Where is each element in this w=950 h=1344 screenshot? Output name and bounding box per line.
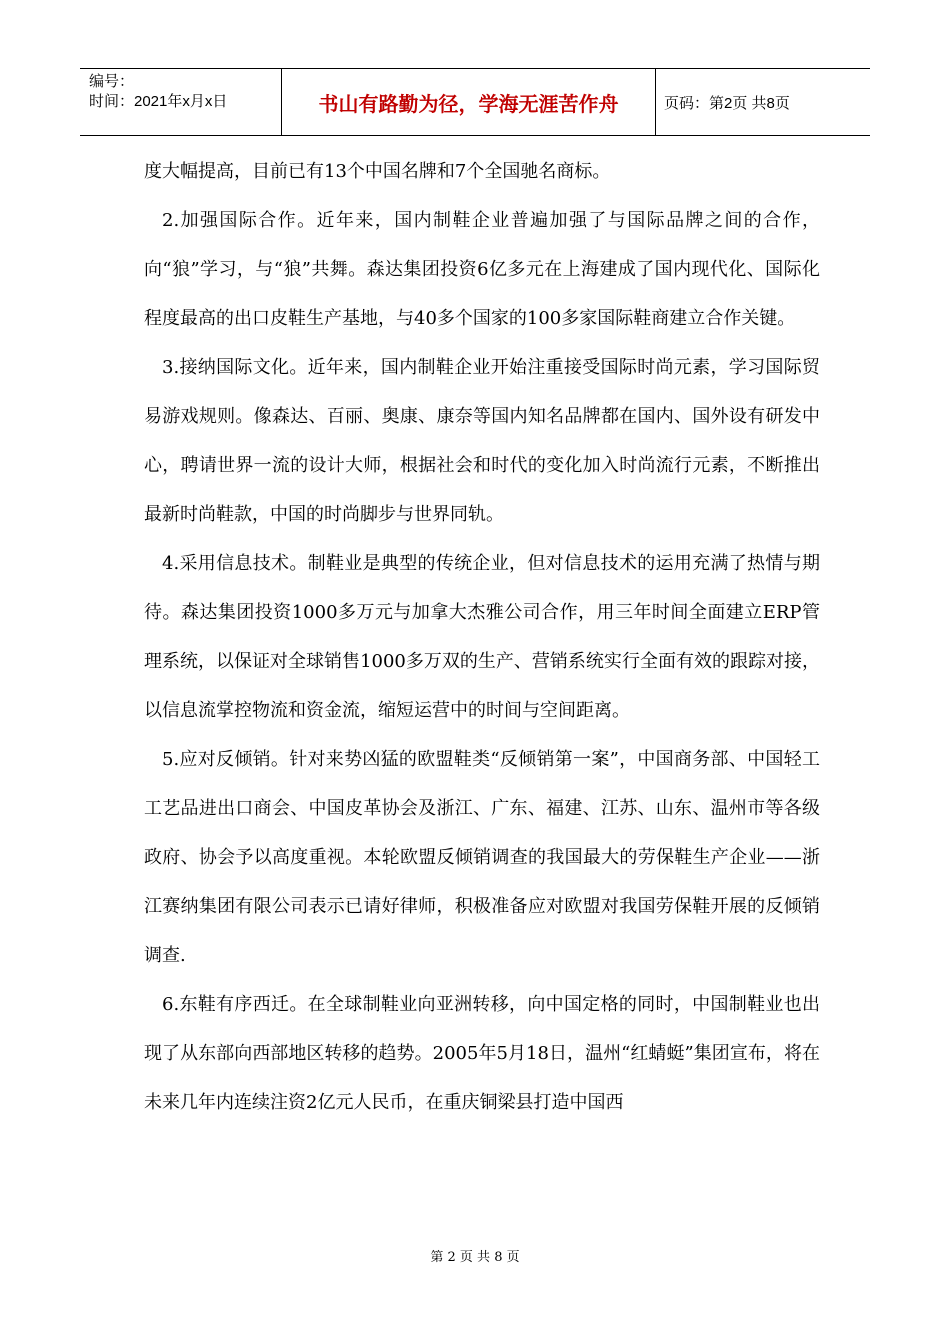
paragraph-international-cooperation: 2.加强国际合作。近年来，国内制鞋企业普遍加强了与国际品牌之间的合作，向“狼”学习，与“狼”共舞。森达集团投资6亿多元在上海建成了国内现代化、国际化程度最高的出口皮鞋生产基地，与40多个国家的100多家国际鞋商建立合作关键。 xyxy=(144,210,820,329)
paragraph-anti-dumping: 5.应对反倾销。针对来势凶猛的欧盟鞋类“反倾销第一案”，中国商务部、中国轻工工艺品进出口商会、中国皮革协会及浙江、广东、福建、江苏、山东、温州市等各级政府、协会予以高度重视。本轮欧盟反倾销调查的我国最大的劳保鞋生产企业——浙江赛纳集团有限公司表示已请好律师，积极准备应对欧盟对我国劳保鞋开展的反倾销调查. xyxy=(144,749,820,966)
paragraph-westward-migration: 6.东鞋有序西迁。在全球制鞋业向亚洲转移，向中国定格的同时，中国制鞋业也出现了从东部向西部地区转移的趋势。2005年5月18日，温州“红蜻蜓”集团宣布，将在未来几年内连续注资2亿元人民币，在重庆铜梁县打造中国西 xyxy=(144,994,820,1113)
header-motto: 书山有路勤为径，学海无涯苦作舟 xyxy=(282,69,656,135)
document-number-label: 编号： xyxy=(89,73,135,90)
document-body xyxy=(144,147,820,1127)
paragraph-international-culture: 3.接纳国际文化。近年来，国内制鞋企业开始注重接受国际时尚元素，学习国际贸易游戏规则。像森达、百丽、奥康、康奈等国内知名品牌都在国内、国外设有研发中心，聘请世界一流的设计大师，根据社会和时代的变化加入时尚流行元素，不断推出最新时尚鞋款，中国的时尚脚步与世界同轨。 xyxy=(144,357,820,525)
paragraph-information-technology: 4.采用信息技术。制鞋业是典型的传统企业，但对信息技术的运用充满了热情与期待。森达集团投资1000多万元与加拿大杰雅公司合作，用三年时间全面建立ERP管理系统，以保证对全球销售1000多万双的生产、营销系统实行全面有效的跟踪对接，以信息流掌控物流和资金流，缩短运营中的时间与空间距离。 xyxy=(144,553,820,721)
header-page-info: 页码：第2页 共8页 xyxy=(664,94,790,112)
header-meta xyxy=(80,69,282,135)
paragraph-continuation: 度大幅提高，目前已有13个中国名牌和7个全国驰名商标。 xyxy=(144,161,611,182)
page-header xyxy=(80,68,870,136)
document-time-label: 时间：2021年x月x日 xyxy=(89,93,228,110)
page-footer: 第 2 页 共 8 页 xyxy=(430,1250,520,1265)
